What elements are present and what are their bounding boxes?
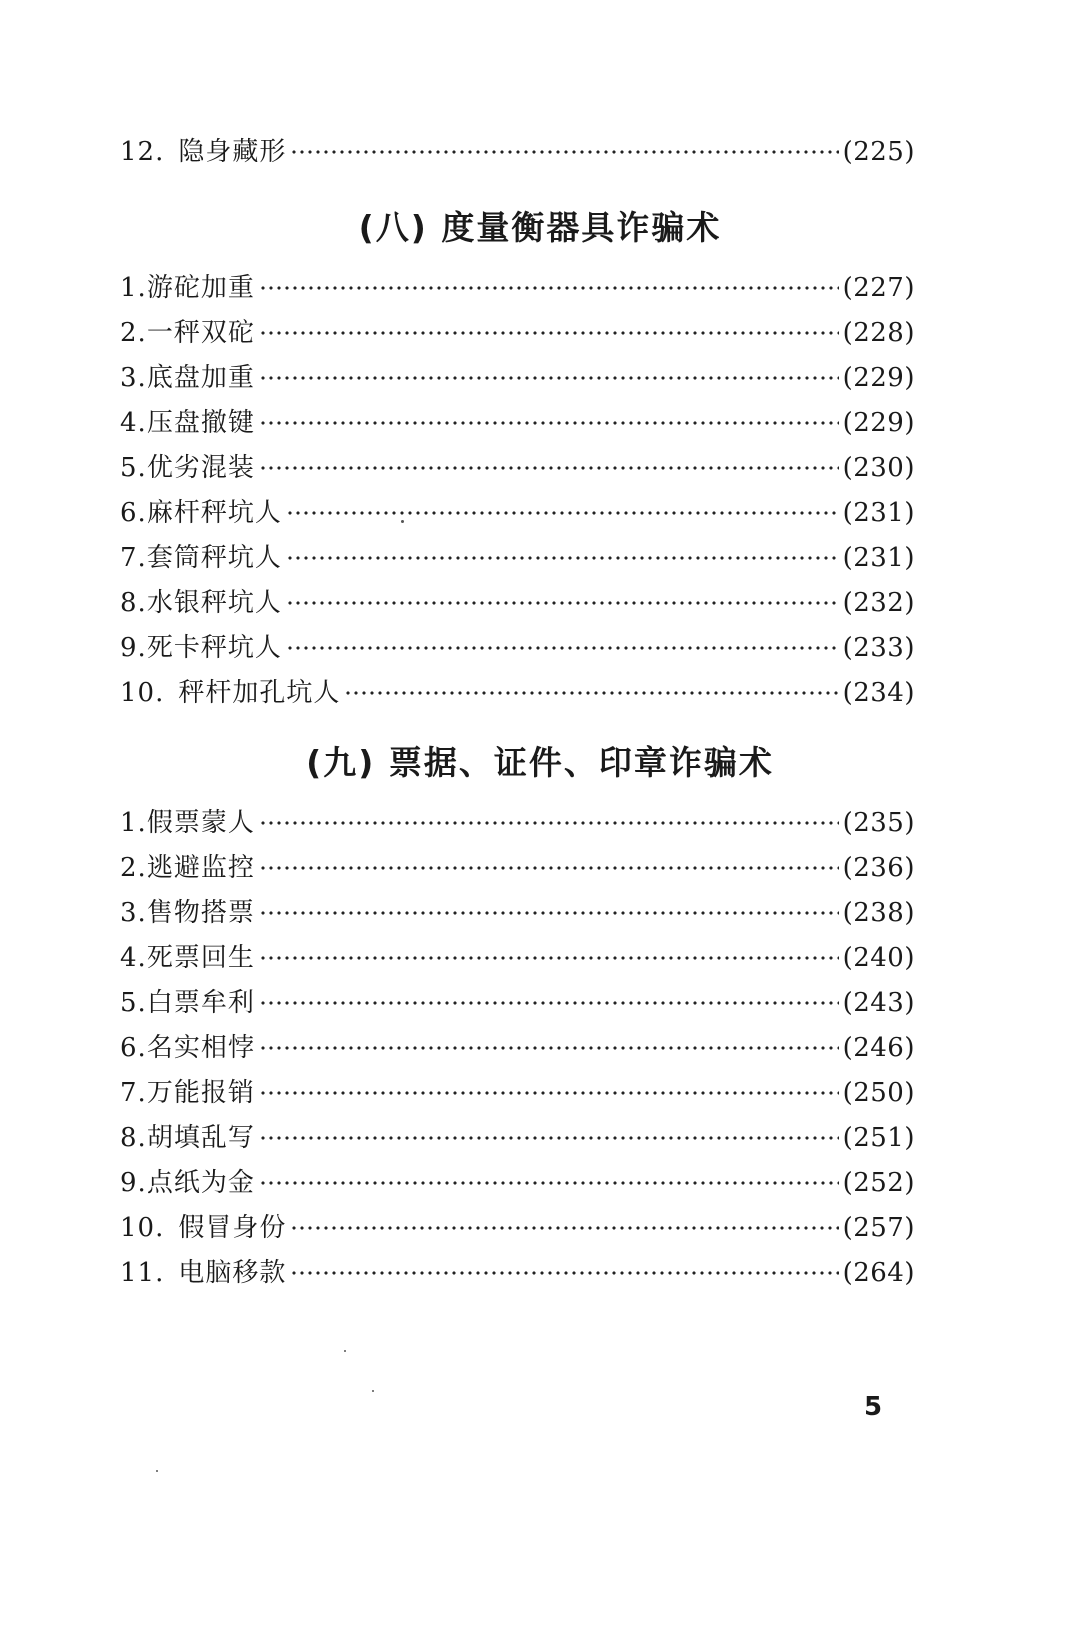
- toc-entry: [120, 132, 915, 172]
- dot-leader: [259, 865, 839, 871]
- toc-entry: [120, 313, 915, 353]
- toc-entry-number: 3.: [120, 898, 147, 928]
- dot-leader: [259, 1000, 839, 1006]
- toc-entry-text: 胡填乱写: [146, 1123, 255, 1153]
- toc-entry: [120, 803, 915, 843]
- toc-entry-text: 优劣混装: [146, 453, 255, 483]
- toc-entry-number: 9.: [120, 1168, 147, 1198]
- toc-entry: [120, 983, 915, 1023]
- dot-leader: [290, 1270, 838, 1276]
- toc-entry-text: 电脑移款: [178, 1258, 287, 1288]
- toc-entry-number: 11.: [120, 1258, 165, 1288]
- dot-leader: [259, 910, 839, 916]
- toc-entry-text: 底盘加重: [146, 363, 255, 393]
- toc-entry-text: 售物搭票: [146, 898, 255, 928]
- dot-leader: [259, 285, 839, 291]
- toc-entry-page: (228): [842, 318, 915, 348]
- page-number: 5: [864, 1392, 883, 1422]
- dot-leader: [290, 149, 838, 155]
- toc-entry-text: 隐身藏形: [178, 137, 287, 167]
- toc-entry-page: (240): [842, 943, 915, 973]
- scan-speck: [344, 1350, 346, 1352]
- toc-entry: [120, 938, 915, 978]
- toc-entry-number: 9.: [120, 633, 147, 663]
- toc-entry-page: (227): [842, 273, 915, 303]
- toc-entry: [120, 848, 915, 888]
- toc-entry: [120, 673, 915, 713]
- toc-entry-page: (232): [842, 588, 915, 618]
- section-heading: (八) 度量衡器具诈骗术: [358, 208, 722, 247]
- toc-entry-text: 一秤双砣: [146, 318, 255, 348]
- scan-speck: [401, 520, 404, 523]
- toc-entry-text: 麻杆秤坑人: [146, 498, 282, 528]
- toc-entry-number: 8.: [120, 588, 147, 618]
- toc-entry-text: 白票牟利: [146, 988, 255, 1018]
- dot-leader: [259, 1045, 839, 1051]
- toc-entry-text: 秤杆加孔坑人: [178, 678, 341, 708]
- toc-entry: [120, 628, 915, 668]
- toc-entry: [120, 1118, 915, 1158]
- toc-entry-page: (229): [842, 408, 915, 438]
- toc-entry-number: 10.: [120, 678, 165, 708]
- dot-leader: [286, 600, 839, 606]
- toc-entry-number: 5.: [120, 453, 147, 483]
- toc-entry-text: 名实相悖: [146, 1033, 255, 1063]
- toc-entry-number: 2.: [120, 318, 147, 348]
- toc-entry: [120, 583, 915, 623]
- toc-entry-number: 3.: [120, 363, 147, 393]
- scan-speck: [156, 1470, 158, 1472]
- toc-entry-page: (234): [842, 678, 915, 708]
- toc-entry: [120, 538, 915, 578]
- dot-leader: [259, 1135, 839, 1141]
- toc-entry-page: (231): [842, 498, 915, 528]
- dot-leader: [259, 330, 839, 336]
- toc-entry-page: (236): [842, 853, 915, 883]
- toc-entry-page: (243): [842, 988, 915, 1018]
- toc-entry: [120, 893, 915, 933]
- toc-entry-title: [120, 132, 286, 172]
- toc-entry-text: 压盘撤键: [146, 408, 255, 438]
- dot-leader: [286, 510, 839, 516]
- dot-leader: [259, 1180, 839, 1186]
- toc-entry-number: 6.: [120, 498, 147, 528]
- toc-entry-number: 12.: [120, 137, 165, 167]
- toc-entry-number: 6.: [120, 1033, 147, 1063]
- dot-leader: [344, 690, 838, 696]
- toc-entry-text: 万能报销: [146, 1078, 255, 1108]
- toc-entry: [120, 1028, 915, 1068]
- toc-entry-text: 假票蒙人: [146, 808, 255, 838]
- dot-leader: [259, 820, 839, 826]
- toc-entry-page: (238): [842, 898, 915, 928]
- toc-entry-text: 死票回生: [146, 943, 255, 973]
- toc-entry-page: (257): [842, 1213, 915, 1243]
- toc-entry: [120, 1073, 915, 1113]
- toc-entry: [120, 358, 915, 398]
- toc-entry-number: 4.: [120, 408, 147, 438]
- toc-entry-text: 点纸为金: [146, 1168, 255, 1198]
- toc-entry-page: (225): [842, 137, 915, 167]
- dot-leader: [286, 645, 839, 651]
- toc-entry: [120, 448, 915, 488]
- dot-leader: [259, 1090, 839, 1096]
- toc-entry: [120, 1208, 915, 1248]
- toc-entry: [120, 1163, 915, 1203]
- toc-entry-number: 4.: [120, 943, 147, 973]
- toc-entry-number: 1.: [120, 273, 147, 303]
- toc-entry-page: (231): [842, 543, 915, 573]
- toc-entry-page: (246): [842, 1033, 915, 1063]
- dot-leader: [286, 555, 839, 561]
- dot-leader: [259, 420, 839, 426]
- toc-entry-page: (250): [842, 1078, 915, 1108]
- toc-entry-text: 水银秤坑人: [146, 588, 282, 618]
- toc-entry-page: (251): [842, 1123, 915, 1153]
- toc-entry-number: 8.: [120, 1123, 147, 1153]
- toc-entry-text: 游砣加重: [146, 273, 255, 303]
- toc-entry-number: 7.: [120, 1078, 147, 1108]
- section-heading: (九) 票据、证件、印章诈骗术: [306, 743, 774, 782]
- toc-entry-number: 1.: [120, 808, 147, 838]
- dot-leader: [259, 375, 839, 381]
- toc-entry-text: 假冒身份: [178, 1213, 287, 1243]
- toc-entry-number: 5.: [120, 988, 147, 1018]
- toc-entry-text: 死卡秤坑人: [146, 633, 282, 663]
- toc-entry-number: 10.: [120, 1213, 165, 1243]
- toc-entry-number: 2.: [120, 853, 147, 883]
- toc-entry-page: (252): [842, 1168, 915, 1198]
- toc-entry-page: (229): [842, 363, 915, 393]
- toc-entry: [120, 268, 915, 308]
- toc-entry-number: 7.: [120, 543, 147, 573]
- toc-entry-page: (230): [842, 453, 915, 483]
- dot-leader: [259, 465, 839, 471]
- toc-entry-page: (235): [842, 808, 915, 838]
- toc-entry-page: (264): [842, 1258, 915, 1288]
- toc-entry-text: 逃避监控: [146, 853, 255, 883]
- scan-speck: [372, 1390, 374, 1392]
- toc-entry: [120, 403, 915, 443]
- dot-leader: [259, 955, 839, 961]
- toc-entry-page: (233): [842, 633, 915, 663]
- toc-entry: [120, 493, 915, 533]
- toc-entry: [120, 1253, 915, 1293]
- dot-leader: [290, 1225, 838, 1231]
- toc-entry-text: 套筒秤坑人: [146, 543, 282, 573]
